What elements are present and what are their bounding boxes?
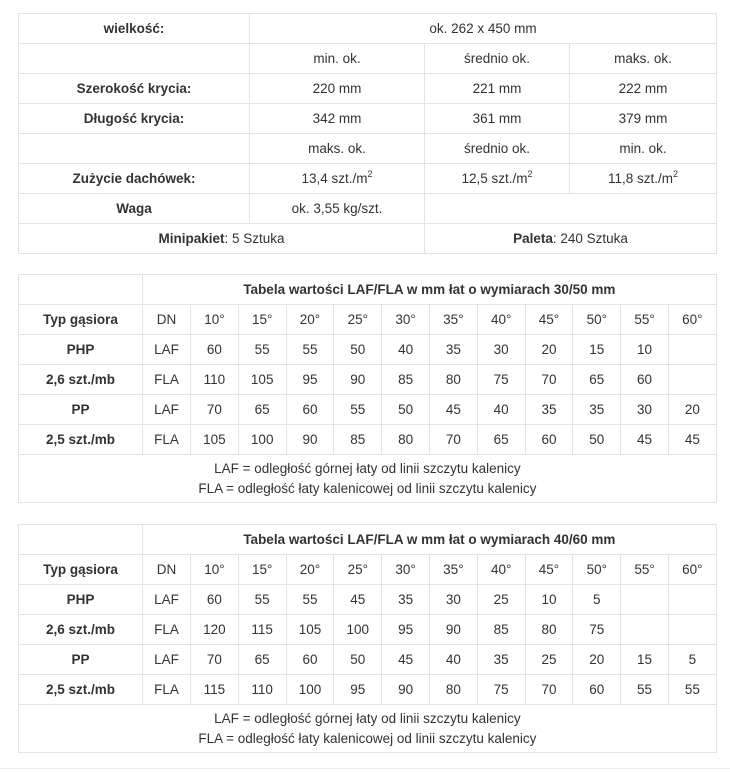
type-header: Typ gąsiora <box>19 305 143 335</box>
note-row <box>19 705 717 753</box>
value-cell: 10 <box>525 585 573 615</box>
angle-header: 40° <box>477 305 525 335</box>
angle-header: 30° <box>382 555 430 585</box>
value-cell: 40 <box>477 395 525 425</box>
value-cell: 25 <box>525 645 573 675</box>
angle-header: 60° <box>668 305 716 335</box>
row-kind: LAF <box>143 335 191 365</box>
value-cell: 55 <box>286 335 334 365</box>
table-title: Tabela wartości LAF/FLA w mm łat o wymiarach 40/60 mm <box>143 525 717 555</box>
value-cell: 75 <box>477 675 525 705</box>
value-cell: 60 <box>286 645 334 675</box>
row-label: 2,6 szt./mb <box>19 615 143 645</box>
minipack-label: Minipakiet <box>158 231 225 246</box>
value-cell: 50 <box>334 645 382 675</box>
value-cell: 70 <box>429 425 477 455</box>
value-cell: 95 <box>382 615 430 645</box>
value-cell: 75 <box>477 365 525 395</box>
minipack-value: : 5 Sztuka <box>224 231 285 246</box>
value-cell: 50 <box>334 335 382 365</box>
length-max: 379 mm <box>570 104 717 134</box>
angle-header: 50° <box>573 555 621 585</box>
value-cell: 35 <box>382 585 430 615</box>
value-cell: 120 <box>191 615 239 645</box>
empty-cell <box>19 525 143 555</box>
value-cell: 115 <box>191 675 239 705</box>
spec-row-header-min <box>19 44 717 74</box>
value-cell: 70 <box>191 395 239 425</box>
title-row <box>19 275 717 305</box>
pallet-label: Paleta <box>513 231 553 246</box>
weight-value: ok. 3,55 kg/szt. <box>250 194 425 224</box>
pallet-cell <box>425 224 717 254</box>
value-cell: 55 <box>621 675 669 705</box>
value-cell: 60 <box>191 335 239 365</box>
angle-header: 20° <box>286 555 334 585</box>
value-cell: 35 <box>573 395 621 425</box>
value-cell: 50 <box>573 425 621 455</box>
value-cell: 35 <box>429 335 477 365</box>
usage-avg <box>425 164 570 194</box>
value-cell: 95 <box>334 675 382 705</box>
value-cell: 60 <box>286 395 334 425</box>
value-cell: 90 <box>429 615 477 645</box>
size-label: wielkość: <box>19 14 250 44</box>
value-cell: 110 <box>191 365 239 395</box>
empty-cell <box>19 275 143 305</box>
usage-exponent: 2 <box>367 169 373 179</box>
laf-fla-table-30-50 <box>18 274 717 503</box>
value-cell <box>621 585 669 615</box>
value-cell: 10 <box>621 335 669 365</box>
spec-row-usage <box>19 164 717 194</box>
value-cell: 45 <box>382 645 430 675</box>
bottom-divider <box>0 768 730 769</box>
row-kind: LAF <box>143 585 191 615</box>
value-cell: 35 <box>477 645 525 675</box>
value-cell: 30 <box>477 335 525 365</box>
note-fla: FLA = odległość łaty kalenicowej od linii szczytu kalenicy <box>198 730 537 746</box>
usage-max <box>250 164 425 194</box>
length-label: Długość krycia: <box>19 104 250 134</box>
value-cell: 55 <box>286 585 334 615</box>
width-avg: 221 mm <box>425 74 570 104</box>
value-cell: 70 <box>525 675 573 705</box>
minipack-cell <box>19 224 425 254</box>
spec-row-packaging <box>19 224 717 254</box>
value-cell: 115 <box>238 615 286 645</box>
row-label: 2,6 szt./mb <box>19 365 143 395</box>
value-cell: 30 <box>621 395 669 425</box>
spec-row-width <box>19 74 717 104</box>
usage-value: 11,8 szt./m <box>607 171 674 186</box>
angle-header: 45° <box>525 305 573 335</box>
value-cell: 5 <box>573 585 621 615</box>
value-cell: 105 <box>191 425 239 455</box>
value-cell: 80 <box>429 675 477 705</box>
value-cell: 65 <box>238 395 286 425</box>
size-value: ok. 262 x 450 mm <box>250 14 717 44</box>
row-kind: FLA <box>143 425 191 455</box>
table-row <box>19 615 717 645</box>
value-cell: 50 <box>382 395 430 425</box>
value-cell: 40 <box>429 645 477 675</box>
angle-header: 60° <box>668 555 716 585</box>
value-cell: 105 <box>238 365 286 395</box>
value-cell: 80 <box>382 425 430 455</box>
legend-note <box>19 455 717 503</box>
header-min: min. ok. <box>570 134 717 164</box>
usage-exponent: 2 <box>527 169 533 179</box>
value-cell: 90 <box>334 365 382 395</box>
table-row <box>19 335 717 365</box>
spec-table <box>18 13 717 254</box>
usage-exponent: 2 <box>673 169 679 179</box>
row-label: PHP <box>19 335 143 365</box>
value-cell <box>621 615 669 645</box>
spec-row-weight <box>19 194 717 224</box>
spec-row-header-max <box>19 134 717 164</box>
angle-header: 15° <box>238 305 286 335</box>
header-max: maks. ok. <box>250 134 425 164</box>
value-cell: 55 <box>238 335 286 365</box>
value-cell: 5 <box>668 645 716 675</box>
value-cell: 65 <box>238 645 286 675</box>
row-kind: FLA <box>143 675 191 705</box>
row-kind: FLA <box>143 365 191 395</box>
value-cell: 55 <box>668 675 716 705</box>
value-cell: 35 <box>525 395 573 425</box>
dn-header: DN <box>143 305 191 335</box>
value-cell: 60 <box>191 585 239 615</box>
value-cell: 80 <box>525 615 573 645</box>
table-row <box>19 675 717 705</box>
empty-cell <box>425 194 717 224</box>
dn-header: DN <box>143 555 191 585</box>
empty-cell <box>19 134 250 164</box>
note-row <box>19 455 717 503</box>
value-cell: 105 <box>286 615 334 645</box>
value-cell: 15 <box>621 645 669 675</box>
empty-cell <box>19 44 250 74</box>
row-label: PP <box>19 395 143 425</box>
value-cell: 45 <box>621 425 669 455</box>
value-cell: 20 <box>525 335 573 365</box>
row-kind: LAF <box>143 395 191 425</box>
value-cell: 55 <box>334 395 382 425</box>
row-kind: LAF <box>143 645 191 675</box>
value-cell: 40 <box>382 335 430 365</box>
header-row <box>19 555 717 585</box>
value-cell: 60 <box>525 425 573 455</box>
value-cell: 65 <box>573 365 621 395</box>
usage-value: 13,4 szt./m <box>301 171 368 186</box>
length-min: 342 mm <box>250 104 425 134</box>
value-cell: 100 <box>286 675 334 705</box>
angle-header: 50° <box>573 305 621 335</box>
length-avg: 361 mm <box>425 104 570 134</box>
weight-label: Waga <box>19 194 250 224</box>
usage-min <box>570 164 717 194</box>
value-cell: 30 <box>429 585 477 615</box>
value-cell: 45 <box>429 395 477 425</box>
value-cell <box>668 365 716 395</box>
header-avg: średnio ok. <box>425 44 570 74</box>
angle-header: 30° <box>382 305 430 335</box>
table-row <box>19 365 717 395</box>
value-cell: 70 <box>525 365 573 395</box>
value-cell: 25 <box>477 585 525 615</box>
note-laf: LAF = odległość górnej łaty od linii szczytu kalenicy <box>214 460 521 476</box>
angle-header: 35° <box>429 555 477 585</box>
value-cell <box>668 585 716 615</box>
value-cell: 90 <box>286 425 334 455</box>
value-cell: 90 <box>382 675 430 705</box>
value-cell: 60 <box>621 365 669 395</box>
note-fla: FLA = odległość łaty kalenicowej od linii szczytu kalenicy <box>198 480 537 496</box>
pallet-value: : 240 Sztuka <box>552 231 628 246</box>
value-cell <box>668 335 716 365</box>
row-label: 2,5 szt./mb <box>19 425 143 455</box>
legend-note <box>19 705 717 753</box>
row-kind: FLA <box>143 615 191 645</box>
header-avg: średnio ok. <box>425 134 570 164</box>
angle-header: 55° <box>621 555 669 585</box>
header-row <box>19 305 717 335</box>
value-cell: 95 <box>286 365 334 395</box>
value-cell: 75 <box>573 615 621 645</box>
table-row <box>19 585 717 615</box>
value-cell: 85 <box>477 615 525 645</box>
value-cell: 70 <box>191 645 239 675</box>
title-row <box>19 525 717 555</box>
angle-header: 25° <box>334 305 382 335</box>
value-cell: 60 <box>573 675 621 705</box>
row-label: PHP <box>19 585 143 615</box>
value-cell: 15 <box>573 335 621 365</box>
value-cell: 20 <box>668 395 716 425</box>
spec-row-length <box>19 104 717 134</box>
angle-header: 15° <box>238 555 286 585</box>
value-cell: 85 <box>334 425 382 455</box>
angle-header: 35° <box>429 305 477 335</box>
angle-header: 25° <box>334 555 382 585</box>
laf-fla-table-40-60 <box>18 524 717 753</box>
row-label: PP <box>19 645 143 675</box>
header-min: min. ok. <box>250 44 425 74</box>
angle-header: 20° <box>286 305 334 335</box>
usage-label: Zużycie dachówek: <box>19 164 250 194</box>
angle-header: 10° <box>191 555 239 585</box>
header-max: maks. ok. <box>570 44 717 74</box>
value-cell: 110 <box>238 675 286 705</box>
angle-header: 55° <box>621 305 669 335</box>
value-cell: 45 <box>334 585 382 615</box>
spec-row-size <box>19 14 717 44</box>
angle-header: 40° <box>477 555 525 585</box>
type-header: Typ gąsiora <box>19 555 143 585</box>
usage-value: 12,5 szt./m <box>461 171 528 186</box>
value-cell: 55 <box>238 585 286 615</box>
value-cell: 100 <box>334 615 382 645</box>
value-cell: 65 <box>477 425 525 455</box>
table-row <box>19 645 717 675</box>
width-min: 220 mm <box>250 74 425 104</box>
value-cell: 80 <box>429 365 477 395</box>
value-cell: 100 <box>238 425 286 455</box>
value-cell: 45 <box>668 425 716 455</box>
note-laf: LAF = odległość górnej łaty od linii szczytu kalenicy <box>214 710 521 726</box>
value-cell: 20 <box>573 645 621 675</box>
table-title: Tabela wartości LAF/FLA w mm łat o wymiarach 30/50 mm <box>143 275 717 305</box>
table-row <box>19 395 717 425</box>
row-label: 2,5 szt./mb <box>19 675 143 705</box>
angle-header: 10° <box>191 305 239 335</box>
table-row <box>19 425 717 455</box>
angle-header: 45° <box>525 555 573 585</box>
value-cell: 85 <box>382 365 430 395</box>
width-max: 222 mm <box>570 74 717 104</box>
value-cell <box>668 615 716 645</box>
width-label: Szerokość krycia: <box>19 74 250 104</box>
